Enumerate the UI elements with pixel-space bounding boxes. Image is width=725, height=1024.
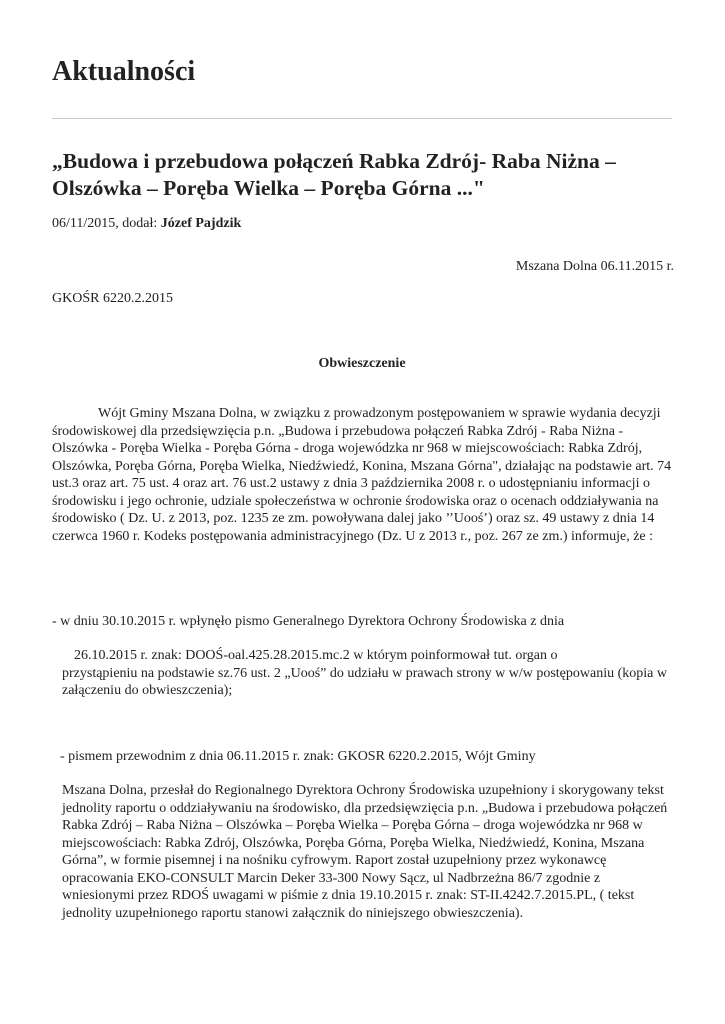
section-title: Aktualności	[52, 56, 196, 87]
place-date: Mszana Dolna 06.11.2015 r.	[515, 259, 674, 274]
bullet-2-continuation: Mszana Dolna, przesłał do Regionalnego Dyrektora Ochrony Środowiska uzupełniony i skorygowany tekst jednolity raportu o oddziaływaniu na środowisko, dla przedsięwzięcia p.n. „Budowa i przebudowa połączeń Rabka Zdrój – Raba Niżna – Olszówka – Poręba Wielka – Poręba Górna – droga wojewódzka nr 968 w miejscowościach: Rabka Zdrój, Olszówka, Poręba Górna, Poręba Wielka, Niedźwiedź, Konina, Mszana Górna”, w formie pisemnej i na nośniku cyfrowym. Raport został uzupełniony przez wykonawcę opracowania EKO-CONSULT Marcin Deker 33-300 Nowy Sącz, ul Nadbrzeżna 86/7 zgodnie z wniesionymi przez RDOŚ uwagami w piśmie z dnia 19.10.2015 r. znak: ST-II.4242.7.2015.PL, ( tekst jednolity uzupełnionego raportu stanowi załącznik do niniejszego obwieszczenia).	[62, 783, 668, 921]
intro-paragraph: Wójt Gminy Mszana Dolna, w związku z prowadzonym postępowaniem w sprawie wydania decyzji środowiskowej dla przedsięwzięcia p.n. „Budowa i przebudowa połączeń Rabka Zdrój - Raba Niżna - Olszówka - Poręba Wielka - Poręba Górna - droga wojewódzka nr 968 w miejscowościach: Rabka Zdrój, Olszówka, Poręba Górna, Poręba Wielka, Niedźwiedź, Konina, Mszana Górna", działając na podstawie art. 74 ust.3 oraz art. 75 ust. 4 oraz art. 76 ust.2 ustawy z dnia 3 października 2008 r. o udostępnianiu informacji o środowisku i jego ochronie, udziale społeczeństwa w ochronie środowiska oraz o ocenach oddziaływania na środowisko ( Dz. U. z 2013, poz. 1235 ze zm. powoływana dalej jako ’’Uooś’) oraz sz. 49 ustawy z dnia 14 czerwca 1960 r. Kodeks postępowania administracyjnego (Dz. U z 2013 r., poz. 267 ze zm.) informuje, że :	[52, 406, 672, 544]
bullet-1-rest: przystąpieniu na podstawie sz.76 ust. 2 „Uooś” do udziału w prawach strony w w/w postępowaniu (kopia w załączeniu do obwieszczenia);	[62, 665, 667, 698]
article-author: Józef Pajdzik	[160, 216, 242, 231]
bullet-2-line: - pismem przewodnim z dnia 06.11.2015 r. znak: GKOSR 6220.2.2015, Wójt Gminy	[60, 749, 536, 764]
document-heading: Obwieszczenie	[318, 356, 406, 371]
article-date: 06/11/2015	[52, 216, 116, 231]
bullet-1-first-line: 26.10.2015 r. znak: DOOŚ-oal.425.28.2015.mc.2 w którym poinformował tut. organ o	[74, 648, 558, 663]
article-meta	[52, 215, 241, 233]
divider	[52, 118, 672, 119]
article-title[interactable]: „Budowa i przebudowa połączeń Rabka Zdrój- Raba Niżna – Olszówka – Poręba Wielka – Poręba Górna ..."	[52, 149, 616, 200]
bullet-1-line: - w dniu 30.10.2015 r. wpłynęło pismo Generalnego Dyrektora Ochrony Środowiska z dnia	[52, 614, 565, 629]
reference-number: GKOŚR 6220.2.2015	[52, 291, 173, 306]
added-by-label: , dodał:	[115, 216, 161, 231]
bullet-1-continuation	[62, 647, 672, 700]
